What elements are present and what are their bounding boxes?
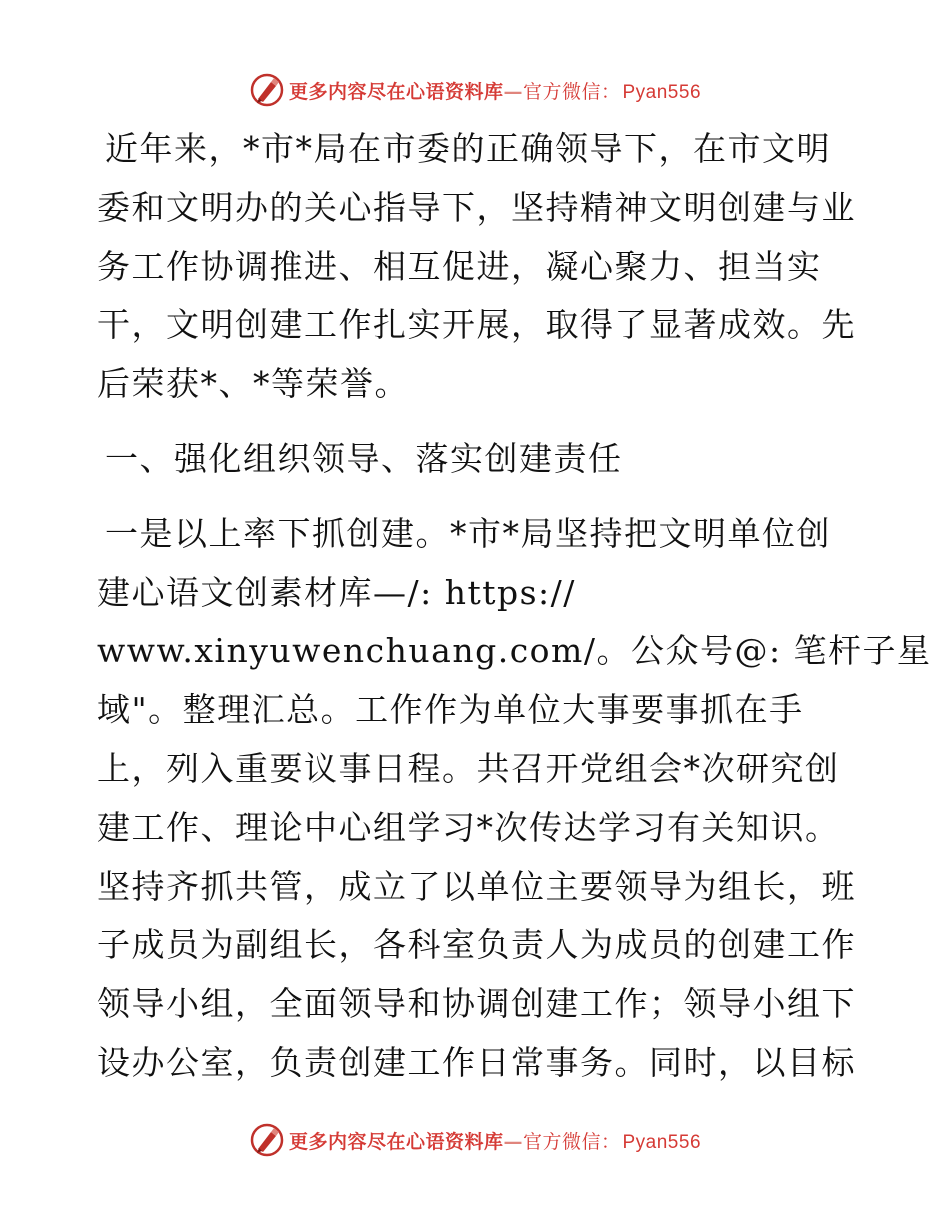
watermark-wechat-label: 官方微信： (522, 1130, 621, 1153)
pen-logo-icon (249, 72, 285, 108)
text-line: 设办公室，负责创建工作日常事务。同时，以目标 (97, 1042, 856, 1082)
paragraph-intro (97, 120, 857, 414)
section-heading (97, 430, 857, 489)
text-line: 务工作协调推进、相互促进，凝心聚力、担当实 (97, 246, 822, 286)
pen-logo-icon (249, 1122, 285, 1158)
text-line: 后荣获*、*等荣誉。 (97, 364, 409, 404)
watermark-dash: — (503, 1130, 523, 1153)
text-line: 委和文明办的关心指导下，坚持精神文明创建与业 (97, 187, 856, 227)
watermark-wechat-label: 官方微信： (522, 80, 621, 103)
paragraph-section-one (97, 505, 932, 1093)
text-line: 近年来，*市*局在市委的正确领导下，在市文明 (105, 129, 831, 168)
watermark-site-text: 更多内容尽在心语资料库 (288, 80, 504, 103)
text-line: www.xinyuwenchuang.com/。公众号@: 笔杆子星 (97, 631, 932, 671)
text-line: 建心语文创素材库—/: https:// (97, 572, 576, 612)
text-line: 子成员为副组长，各科室负责人为成员的创建工作 (97, 925, 856, 965)
text-line: 一是以上率下抓创建。*市*局坚持把文明单位创 (105, 513, 831, 553)
text-line: 坚持齐抓共管，成立了以单位主要领导为组长，班 (97, 866, 856, 906)
text-line: 领导小组，全面领导和协调创建工作；领导小组下 (97, 984, 856, 1024)
watermark-wechat-id: Pyan556 (622, 1131, 702, 1153)
text-line: 上，列入重要议事日程。共召开党组会*次研究创 (97, 748, 840, 788)
watermark-wechat-id: Pyan556 (622, 81, 702, 103)
text-line: 域"。整理汇总。工作作为单位大事要事抓在手 (97, 690, 804, 730)
heading-line: 一、强化组织领导、落实创建责任 (105, 438, 623, 478)
document-body (97, 120, 932, 1093)
watermark-dash: — (503, 80, 523, 103)
text-line: 干，文明创建工作扎实开展，取得了显著成效。先 (97, 305, 856, 345)
footer-watermark (0, 1120, 950, 1160)
header-watermark (0, 70, 950, 110)
text-line: 建工作、理论中心组学习*次传达学习有关知识。 (97, 807, 840, 847)
watermark-site-text: 更多内容尽在心语资料库 (288, 1130, 504, 1153)
